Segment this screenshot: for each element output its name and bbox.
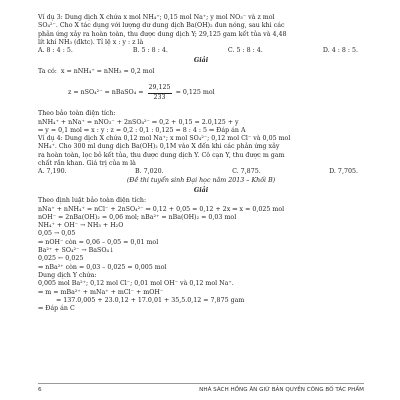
option-c: C. 5 : 8 : 4.	[227, 47, 263, 55]
example-4	[38, 135, 364, 185]
solution-line: ⇒ y = 0,1 mol ⇒ x : y : z = 0,2 : 0,1 : 0,125 = 8 : 4 : 5 ⇒ Đáp án A	[38, 126, 246, 134]
option-b: B. 7,020.	[135, 168, 164, 176]
answer-options	[38, 168, 358, 176]
exam-source: (Đề thi tuyển sinh Đại học năm 2013 – Khối B)	[126, 176, 276, 184]
footer-divider	[38, 383, 364, 384]
solution-line: 0,05 → 0,05	[38, 230, 76, 238]
fraction	[148, 84, 172, 102]
option-b: B. 5 : 8 : 4.	[132, 47, 168, 55]
option-c: C. 7,875.	[232, 168, 261, 176]
solution-2	[38, 197, 364, 313]
solution-line: ⇒ nOH⁻ còn = 0,06 – 0,05 = 0,01 mol	[38, 238, 159, 246]
solution-line: Theo bảo toàn điện tích:	[38, 110, 116, 118]
example-4-line: chất rắn khan. Giá trị của m là	[38, 160, 136, 168]
solution-line: 0,025 ← 0,025	[38, 255, 84, 263]
solution-line: Dung dịch Y chứa:	[38, 271, 97, 279]
page-footer	[38, 387, 364, 394]
page-number: 6	[38, 386, 42, 393]
solution-1	[38, 68, 364, 135]
solution-line: ⇒ nBa²⁺ còn = 0,03 – 0,025 = 0,005 mol	[38, 263, 167, 271]
solution-heading: Giải	[193, 57, 209, 65]
solution-line: Ta có: x = nNH₄⁺ = nNH₃ = 0,2 mol	[38, 67, 155, 75]
solution-line: nNH₄⁺ + nNa⁺ = nNO₃⁻ + 2nSO₄²⁻ ⇒ 0,2 + 0,15 = 2.0,125 + y	[38, 118, 239, 126]
example-3-line: phản ứng xảy ra hoàn toàn, thu được dung dịch Y; 29,125 gam kết tủa và 4,48	[38, 30, 287, 38]
example-3-line: SO₄²⁻. Cho X tác dụng với lượng dư dung dịch Ba(OH)₂ đun nóng, sau khi các	[38, 22, 285, 30]
solution-line: nNa⁺ + nNH₄⁺ = nCl⁻ + 2nSO₄²⁻ ⇒ 0,12 + 0,05 = 0,12 + 2x ⇒ x = 0,025 mol	[38, 205, 285, 213]
option-d: D. 7,705.	[329, 168, 358, 176]
answer-options	[38, 47, 358, 55]
example-3	[38, 14, 364, 55]
equation-left: z = nSO₄²⁻ = nBaSO₄ =	[68, 89, 144, 97]
fraction-equation	[38, 76, 364, 110]
solution-line: = 137.0,005 + 23.0,12 + 17.0,01 + 35,5.0,12 = 7,875 gam	[56, 296, 245, 304]
equation-right: = 0,125 mol	[175, 89, 215, 97]
fraction-denominator: 233	[153, 93, 166, 101]
option-a: A. 8 : 4 : 5.	[38, 47, 73, 55]
solution-line: nOH⁻ = 2nBa(OH)₂ = 0,06 mol; nBa²⁺ = nBa(OH)₂ = 0,03 mol	[38, 213, 237, 221]
fraction-numerator: 29,125	[148, 84, 172, 93]
solution-line: Ba²⁺ + SO₄²⁻ → BaSO₄↓	[38, 247, 115, 255]
example-4-line: ra hoàn toàn, lọc bỏ kết tủa, thu được dung dịch Y. Cô cạn Y, thu được m gam	[38, 151, 285, 159]
example-3-line: lít khí NH₃ (đktc). Tỉ lệ x : y : z là	[38, 38, 144, 46]
solution-line: ⇒ m = mBa²⁺ + mNa⁺ + mCl⁻ + mOH⁻	[38, 288, 164, 296]
solution-line: NH₄⁺ + OH⁻ → NH₃ + H₂O	[38, 222, 124, 230]
solution-line: Theo định luật bảo toàn điện tích:	[38, 197, 147, 205]
solution-line: ⇒ Đáp án C	[38, 305, 75, 313]
option-a: A. 7,190.	[38, 168, 67, 176]
publisher-notice: NHÀ SÁCH HỒNG ÂN GIỮ BẢN QUYỀN CÔNG BỐ TÁC PHẨM	[199, 386, 364, 393]
option-d: D. 4 : 8 : 5.	[322, 47, 358, 55]
example-3-line: Ví dụ 3: Dung dịch X chứa x mol NH₄⁺; 0,15 mol Na⁺; y mol NO₃⁻ và z mol	[38, 14, 275, 21]
solution-heading: Giải	[193, 186, 209, 194]
solution-line: 0,005 mol Ba²⁺; 0,12 mol Cl⁻; 0,01 mol OH⁻ và 0,12 mol Na⁺.	[38, 280, 234, 288]
example-4-line: NH₄⁺. Cho 300 ml dung dịch Ba(OH)₂ 0,1M vào X đến khi các phản ứng xảy	[38, 143, 280, 151]
example-4-line: Ví dụ 4: Dung dịch X chứa 0,12 mol Na⁺; x mol SO₄²⁻; 0,12 mol Cl⁻ và 0,05 mol	[38, 135, 291, 143]
